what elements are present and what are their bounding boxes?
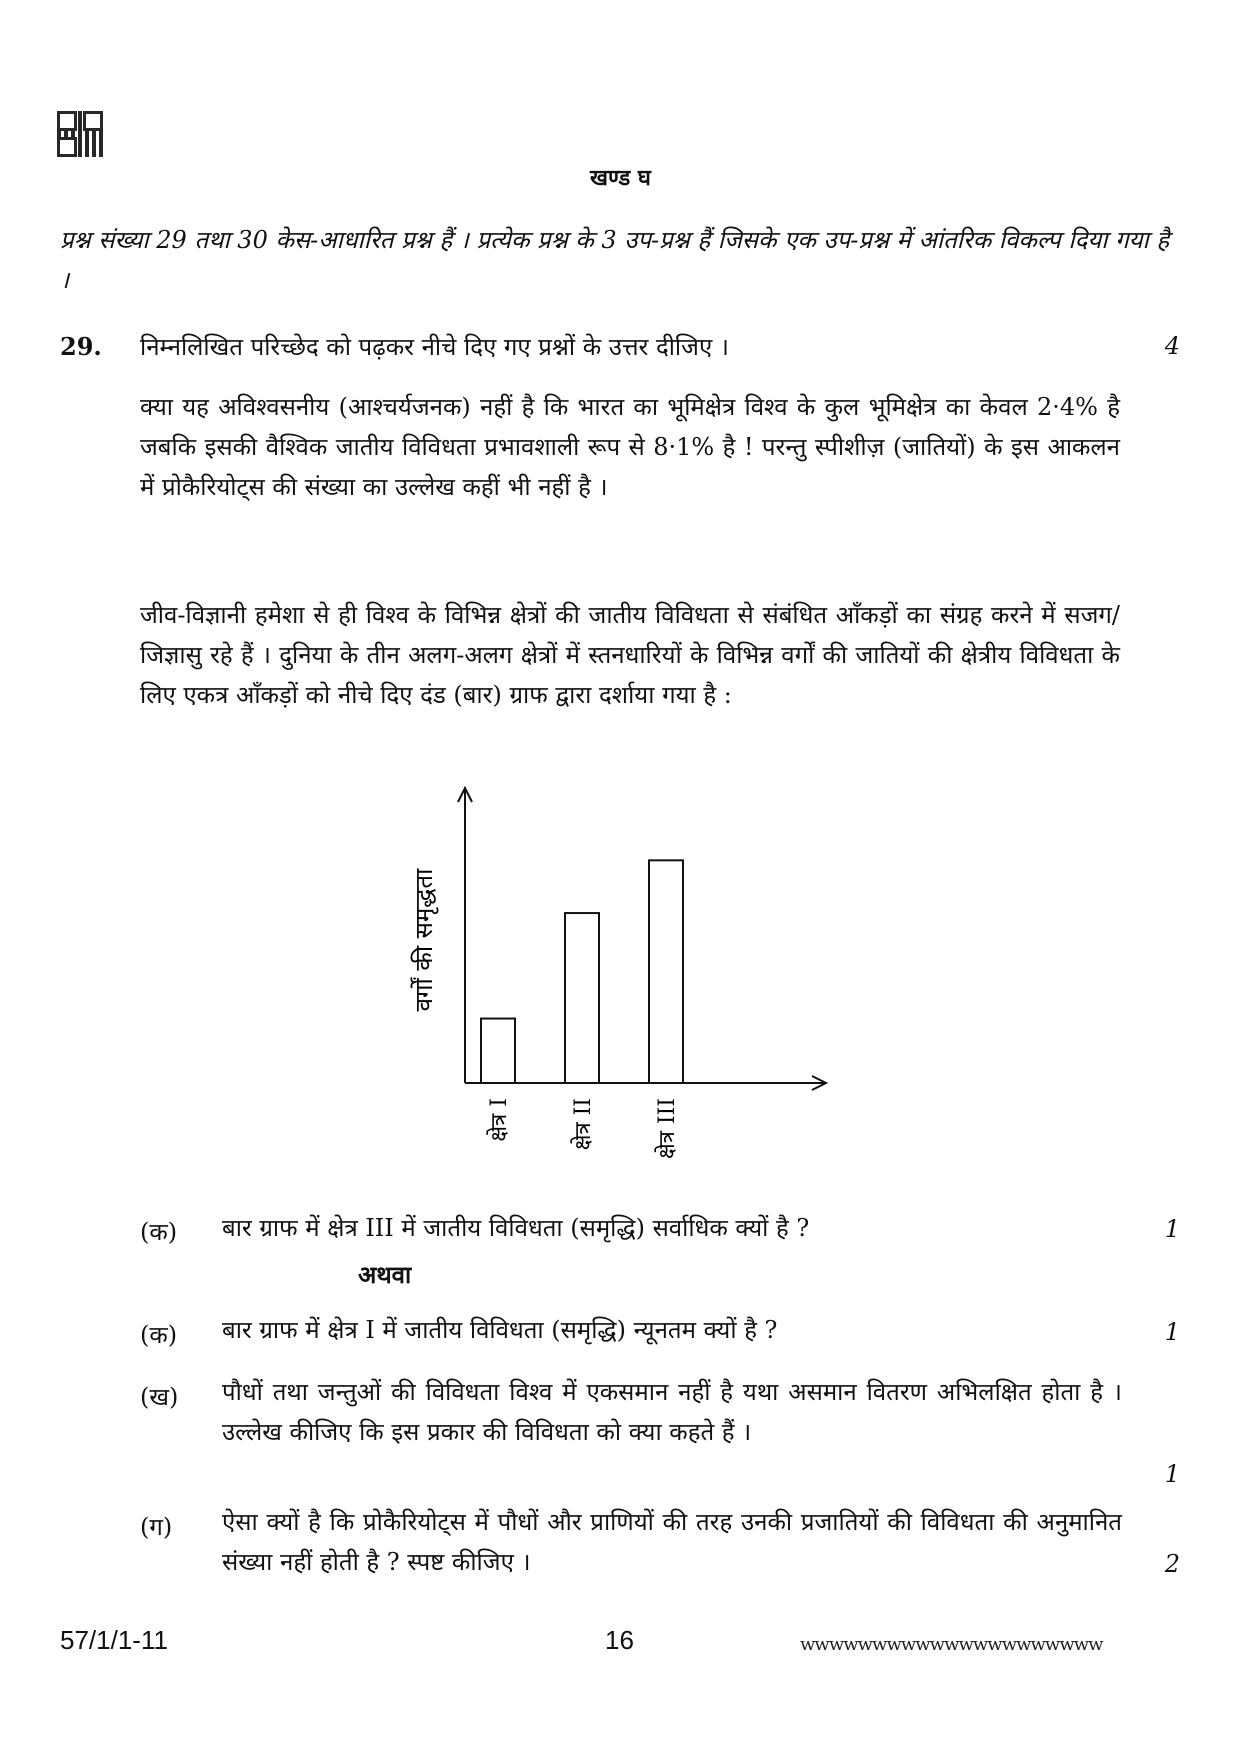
question-number: 29. [60, 332, 102, 361]
bar-3 [649, 860, 683, 1083]
subquestion-marks: 2 [1164, 1550, 1180, 1578]
subquestion-label: (ग) [140, 1513, 173, 1541]
subquestion-text: बार ग्राफ में क्षेत्र I में जातीय विविधता (समृद्धि) न्यूनतम क्यों है ? [222, 1316, 778, 1344]
qr-code [57, 111, 103, 157]
section-title: खण्ड घ [590, 165, 651, 191]
subquestion-marks: 1 [1164, 1318, 1180, 1346]
x-tick-label-3: क्षेत्र III [655, 1098, 680, 1159]
page-number: 16 [605, 1625, 634, 1655]
question-marks: 4 [1164, 332, 1180, 360]
bar-2 [565, 913, 599, 1083]
or-label: अथवा [358, 1260, 412, 1289]
bar-chart [380, 780, 840, 1190]
subquestion-text: बार ग्राफ में क्षेत्र III में जातीय विविधता (समृद्धि) सर्वाधिक क्यों है ? [222, 1214, 810, 1242]
question-text: निम्नलिखित परिच्छेद को पढ़कर नीचे दिए गए प्रश्नों के उत्तर दीजिए । [140, 333, 729, 361]
subquestion-label: (क) [140, 1218, 178, 1246]
paper-code: 57/1/1-11 [60, 1625, 168, 1655]
subquestion-marks: 1 [1164, 1460, 1180, 1488]
x-tick-label-2: क्षेत्र II [571, 1098, 596, 1151]
section-instructions: प्रश्न संख्या 29 तथा 30 केस-आधारित प्रश्न हैं । प्रत्येक प्रश्न के 3 उप-प्रश्न हैं जिसके एक उप-प्रश्न में आंतरिक विकल्प दिया गया है । [60, 226, 1170, 294]
y-axis-label: वर्गों की समृद्धता [410, 868, 438, 1012]
subquestion-label: (क) [140, 1321, 178, 1349]
wavy-line: wwwwwwwwwwwwwwwwwwwww [800, 1634, 1103, 1655]
passage-paragraph-2: जीव-विज्ञानी हमेशा से ही विश्व के विभिन्न क्षेत्रों की जातीय विविधता से संबंधित आँकड़ों का संग्रह करने में सजग/जिज्ञासु रहे हैं । दुनिया के तीन अलग-अलग क्षेत्रों में स्तनधारियों के विभिन्न वर्गों की जातियों की क्षेत्रीय विविधता के लिए एकत्र आँकड़ों को नीचे दिए दंड (बार) ग्राफ द्वारा दर्शाया गया है : [140, 601, 1120, 709]
x-tick-label-1: क्षेत्र I [487, 1098, 512, 1142]
bar-1 [481, 1019, 515, 1083]
subquestion-marks: 1 [1164, 1215, 1180, 1243]
subquestion-text: पौधों तथा जन्तुओं की विविधता विश्व में एकसमान नहीं है यथा असमान वितरण अभिलक्षित होता है । उल्लेख कीजिए कि इस प्रकार की विविधता को क्या कहते हैं । [222, 1378, 1122, 1446]
subquestion-text: ऐसा क्यों है कि प्रोकैरियोट्स में पौधों और प्राणियों की तरह उनकी प्रजातियों की विविधता की अनुमानित संख्या नहीं होती है ? स्पष्ट कीजिए । [222, 1508, 1122, 1576]
passage-paragraph-1: क्या यह अविश्वसनीय (आश्चर्यजनक) नहीं है कि भारत का भूमिक्षेत्र विश्व के कुल भूमिक्षेत्र का केवल 2·4% है जबकि इसकी वैश्विक जातीय विविधता प्रभावशाली रूप से 8·1% है ! परन्तु स्पीशीज़ (जातियों) के इस आकलन में प्रोकैरियोट्स की संख्या का उल्लेख कहीं भी नहीं है । [140, 393, 1120, 501]
subquestion-label: (ख) [140, 1383, 179, 1411]
